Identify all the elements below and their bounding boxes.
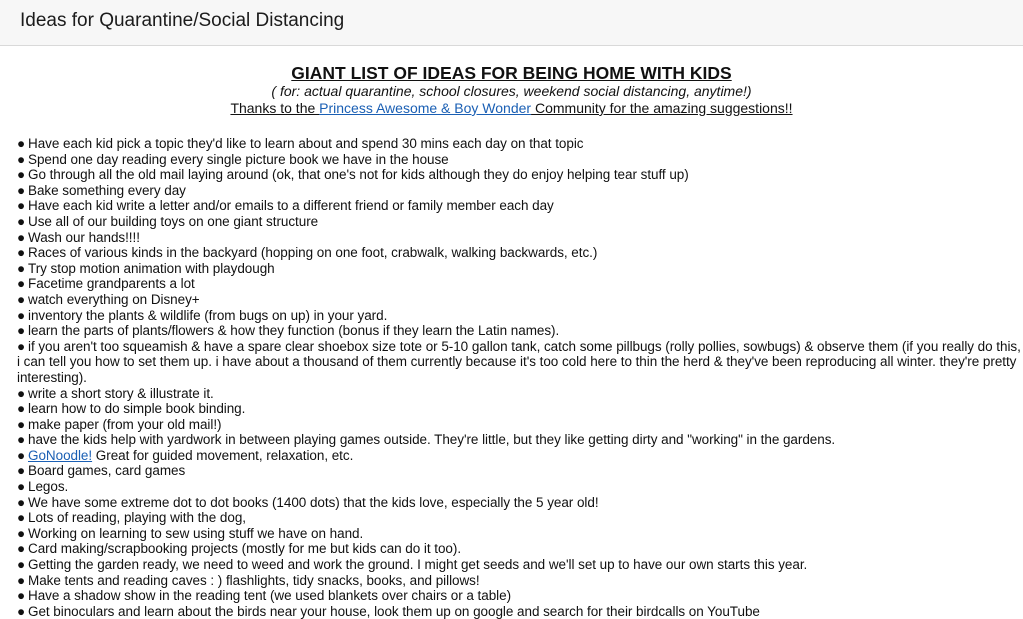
bullet-icon: ● — [17, 447, 26, 463]
list-item: ● Card making/scrapbooking projects (mostly for me but kids can do it too). — [17, 541, 462, 557]
list-item: ● GoNoodle! Great for guided movement, relaxation, etc. — [17, 447, 354, 463]
bullet-icon: ● — [17, 401, 26, 417]
list-item: ● have the kids help with yardwork in between playing games outside. They're little, but they like getting dirty and "working" in the gardens. — [17, 432, 836, 448]
list-item: ● Getting the garden ready, we need to weed and work the ground. I might get seeds and we'll set up to have our own starts this year. — [17, 557, 808, 573]
list-item: ● Use all of our building toys on one giant structure — [17, 213, 319, 229]
bullet-icon: ● — [17, 541, 26, 557]
bullet-icon: ● — [17, 385, 26, 401]
bullet-icon: ● — [17, 572, 26, 588]
bullet-icon: ● — [17, 603, 26, 619]
list-item: ● Have each kid pick a topic they'd like to learn about and spend 30 mins each day on that topic — [17, 136, 584, 151]
bullet-icon: ● — [17, 432, 26, 448]
list-item: ● Try stop motion animation with playdough — [17, 260, 275, 276]
list-item: ● Races of various kinds in the backyard (hopping on one foot, crabwalk, walking backwards, etc.) — [17, 245, 598, 261]
list-item: ● Get binoculars and learn about the birds near your house, look them up on google and search for their birdcalls on YouTube — [17, 603, 760, 619]
bullet-icon: ● — [17, 323, 26, 339]
princess-awesome-link[interactable]: Princess Awesome & Boy Wonder — [319, 100, 532, 116]
list-item: ● Lots of reading, playing with the dog, — [17, 510, 246, 526]
list-item: ● Facetime grandparents a lot — [17, 276, 195, 292]
bullet-icon: ● — [17, 525, 26, 541]
bullet-icon: ● — [17, 463, 26, 479]
thanks-prefix: Thanks to the — [230, 100, 320, 116]
bullet-icon: ● — [17, 494, 26, 510]
bullet-icon: ● — [17, 260, 26, 276]
list-item: ● Working on learning to sew using stuff we have on hand. — [17, 525, 364, 541]
list-item: ● Have each kid write a letter and/or emails to a different friend or family member each day — [17, 198, 554, 214]
bullet-icon: ● — [17, 291, 26, 307]
thanks-line — [0, 100, 1023, 116]
top-bar — [0, 0, 1023, 46]
list-item: ● We have some extreme dot to dot books (1400 dots) that the kids love, especially the 5 year old! — [17, 494, 599, 510]
bullet-icon: ● — [17, 588, 26, 604]
bullet-icon: ● — [17, 182, 26, 198]
list-item: ● write a short story & illustrate it. — [17, 385, 214, 401]
bullet-icon: ● — [17, 338, 26, 354]
list-item: ● Board games, card games — [17, 463, 186, 479]
ideas-list — [0, 136, 1023, 619]
bullet-icon: ● — [17, 510, 26, 526]
list-item: ● if you aren't too squeamish & have a spare clear shoebox size tote or 5-10 gallon tank, catch some pillbugs (rolly pollies, sowbugs) & observe them (if you really do this, i can tell you how to set them up. i have about a thousand of them currently because it's too cold here to thin the herd & they've been reproducing all winter. they're pretty interesting). — [17, 338, 1021, 385]
bullet-icon: ● — [17, 557, 26, 573]
list-item: ● Make tents and reading caves : ) flashlights, tidy snacks, books, and pillows! — [17, 572, 480, 588]
bullet-icon: ● — [17, 198, 26, 214]
bullet-icon: ● — [17, 229, 26, 245]
list-item: ● make paper (from your old mail!) — [17, 416, 222, 432]
bullet-icon: ● — [17, 213, 26, 229]
document-content — [0, 46, 1023, 619]
bullet-icon: ● — [17, 167, 26, 183]
bullet-icon: ● — [17, 416, 26, 432]
bullet-icon: ● — [17, 151, 26, 167]
list-item: ● Wash our hands!!!! — [17, 229, 140, 245]
list-item: ● Spend one day reading every single picture book we have in the house — [17, 151, 449, 167]
list-item: ● Go through all the old mail laying around (ok, that one's not for kids although they do enjoy helping tear stuff up) — [17, 167, 689, 183]
bullet-icon: ● — [17, 307, 26, 323]
bullet-icon: ● — [17, 479, 26, 495]
list-item: ● learn how to do simple book binding. — [17, 401, 246, 417]
list-item: ● learn the parts of plants/flowers & how they function (bonus if they learn the Latin names). — [17, 323, 560, 339]
page-title: Ideas for Quarantine/Social Distancing — [20, 9, 345, 31]
list-item: ● watch everything on Disney+ — [17, 291, 200, 307]
list-item: ● Have a shadow show in the reading tent (we used blankets over chairs or a table) — [17, 588, 512, 604]
list-item: ● Bake something every day — [17, 182, 186, 198]
gonoodle-link[interactable]: GoNoodle! — [28, 447, 93, 463]
list-item: ● inventory the plants & wildlife (from bugs on up) in your yard. — [17, 307, 388, 323]
bullet-icon: ● — [17, 276, 26, 292]
list-item: ● Legos. — [17, 479, 69, 495]
bullet-icon: ● — [17, 245, 26, 261]
thanks-suffix: Community for the amazing suggestions!! — [531, 100, 793, 116]
list-subheading: ( for: actual quarantine, school closures, weekend social distancing, anytime!) — [271, 83, 752, 99]
bullet-icon: ● — [17, 136, 26, 151]
list-heading: GIANT LIST OF IDEAS FOR BEING HOME WITH KIDS — [291, 63, 732, 83]
